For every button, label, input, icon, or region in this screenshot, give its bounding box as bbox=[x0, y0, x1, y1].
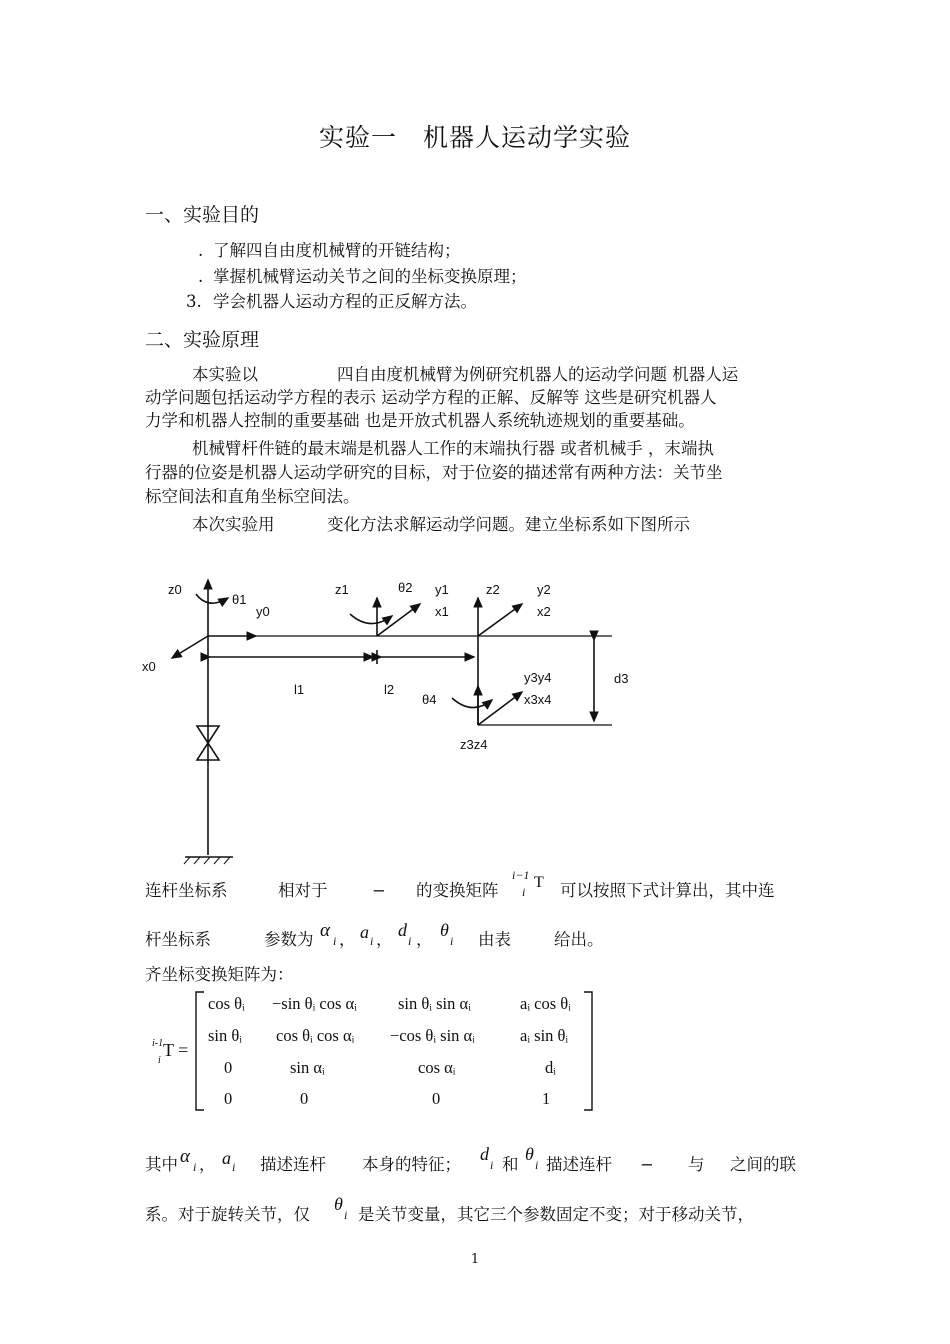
paragraph-text: 齐坐标变换矩阵为： bbox=[145, 965, 294, 984]
matrix-lhs-superscript: i-1 bbox=[152, 1038, 164, 1049]
label-theta1: θ1 bbox=[232, 592, 247, 607]
label-x3x4: x3x4 bbox=[524, 692, 552, 707]
label-y3y4: y3y4 bbox=[524, 670, 552, 685]
matrix-cell: 0 bbox=[432, 1089, 441, 1108]
label-y2: y2 bbox=[537, 582, 551, 597]
symbol-theta: θ bbox=[334, 1194, 343, 1214]
symbol-alpha: α bbox=[180, 1146, 190, 1167]
paragraph-text: 描述连杆 bbox=[260, 1155, 326, 1174]
paragraph-text: 本实验以 bbox=[192, 365, 258, 384]
paragraph-text: 变化方法求解运动学问题。建立坐标系如下图所示 bbox=[327, 515, 690, 534]
symbol-d: d bbox=[480, 1144, 489, 1164]
paragraph-text: 本次实验用 bbox=[192, 515, 275, 534]
theta2-arc bbox=[350, 614, 392, 624]
symbol-a: a bbox=[360, 922, 369, 942]
section2-heading: 二、实验原理 bbox=[145, 329, 260, 351]
label-y1: y1 bbox=[435, 582, 449, 597]
paragraph-text: 四自由度机械臂为例研究机器人的运动学问题 机器人运 bbox=[337, 365, 739, 384]
subscript-i: i bbox=[193, 1160, 197, 1174]
label-x1: x1 bbox=[435, 604, 449, 619]
matrix-cell: sin θᵢ sin αᵢ bbox=[398, 994, 471, 1013]
paragraph-text: 描述连杆 bbox=[546, 1155, 612, 1174]
theta4-arc bbox=[452, 698, 492, 708]
matrix-symbol: T bbox=[534, 874, 544, 891]
label-z0: z0 bbox=[168, 582, 182, 597]
matrix-cell: sin αᵢ bbox=[290, 1058, 325, 1077]
matrix-cell: cos θᵢ bbox=[208, 994, 245, 1013]
label-z3z4: z3z4 bbox=[460, 737, 488, 752]
symbol-alpha: α bbox=[320, 920, 330, 941]
label-theta4: θ4 bbox=[422, 692, 437, 707]
label-y0: y0 bbox=[256, 604, 270, 619]
list-item: 学会机器人运动方程的正反解方法。 bbox=[213, 292, 477, 311]
paragraph-text: 之间的联 bbox=[730, 1155, 796, 1174]
paragraph-text: 由表 bbox=[478, 930, 511, 949]
symbol-d: d bbox=[398, 920, 407, 940]
subscript-i: i bbox=[370, 934, 374, 948]
list-item-marker: . bbox=[198, 267, 204, 286]
matrix-cell: aᵢ sin θᵢ bbox=[520, 1026, 569, 1045]
matrix-lhs: T = bbox=[163, 1040, 189, 1060]
subscript-i: i bbox=[333, 934, 337, 948]
paragraph-text: 系。对于旋转关节，仅 bbox=[145, 1205, 310, 1224]
matrix-cell: 1 bbox=[542, 1089, 551, 1108]
x1-axis bbox=[377, 604, 420, 636]
matrix-cell: cos θᵢ cos αᵢ bbox=[276, 1026, 355, 1045]
paragraph-text: − bbox=[372, 881, 386, 900]
list-item-marker: 3. bbox=[186, 292, 202, 311]
matrix-cell: 0 bbox=[224, 1089, 233, 1108]
label-z2: z2 bbox=[486, 582, 500, 597]
matrix-cell: sin θᵢ bbox=[208, 1026, 242, 1045]
label-x2: x2 bbox=[537, 604, 551, 619]
subscript-i: i bbox=[408, 934, 412, 948]
symbol-theta: θ bbox=[440, 920, 449, 940]
section1-heading: 一、实验目的 bbox=[145, 204, 260, 226]
paragraph-text: 机械臂杆件链的最末端是机器人工作的末端执行器 或者机械手 ，末端执 bbox=[192, 439, 714, 458]
subscript-i: i bbox=[344, 1208, 348, 1222]
symbol-theta: θ bbox=[525, 1144, 534, 1164]
label-d3: d3 bbox=[614, 671, 629, 686]
subscript-i: i bbox=[232, 1160, 236, 1174]
paragraph-text: 其中 bbox=[145, 1155, 178, 1174]
paragraph-text: 动学问题包括运动学方程的表示 运动学方程的正解、反解等 这些是研究机器人 bbox=[145, 388, 717, 407]
label-theta2: θ2 bbox=[398, 580, 413, 595]
paragraph-text: 是关节变量，其它三个参数固定不变；对于移动关节， bbox=[358, 1205, 754, 1224]
list-item: 了解四自由度机械臂的开链结构； bbox=[213, 241, 461, 260]
paragraph-text: 本身的特征； bbox=[362, 1155, 461, 1174]
paragraph-text: 标空间法和直角坐标空间法。 bbox=[145, 487, 360, 506]
subscript-i: i bbox=[490, 1158, 494, 1172]
matrix-cell: 0 bbox=[300, 1089, 309, 1108]
x3x4-axis bbox=[478, 692, 522, 725]
symbol-a: a bbox=[222, 1148, 231, 1168]
paragraph-text: 杆坐标系 bbox=[145, 930, 211, 949]
paragraph-text: 连杆坐标系 bbox=[145, 881, 228, 900]
matrix-cell: aᵢ cos θᵢ bbox=[520, 994, 571, 1013]
matrix-cell: −sin θᵢ cos αᵢ bbox=[272, 994, 357, 1013]
subscript-i: i bbox=[535, 1158, 539, 1172]
paragraph-text: − bbox=[640, 1155, 654, 1174]
matrix-cell: dᵢ bbox=[545, 1058, 556, 1077]
paragraph-text: 的变换矩阵 bbox=[416, 881, 499, 900]
separator: ， bbox=[376, 930, 393, 949]
separator: ， bbox=[339, 930, 356, 949]
subscript-i: i bbox=[450, 934, 454, 948]
label-x0: x0 bbox=[142, 659, 156, 674]
robot-arm-diagram bbox=[130, 570, 650, 870]
list-item-marker: . bbox=[198, 241, 204, 260]
label-z1: z1 bbox=[335, 582, 349, 597]
page-number: 1 bbox=[470, 1252, 480, 1267]
label-l2: l2 bbox=[384, 682, 395, 697]
paragraph-text: 相对于 bbox=[278, 881, 328, 900]
paragraph-text: 参数为 bbox=[264, 930, 314, 949]
paragraph-text: 力学和机器人控制的重要基础 也是开放式机器人系统轨迹规划的重要基础。 bbox=[145, 411, 695, 430]
x2-axis bbox=[478, 604, 522, 636]
page-title: 实验一 机器人运动学实验 bbox=[318, 123, 631, 152]
matrix-subscript: i bbox=[522, 885, 526, 899]
list-item: 掌握机械臂运动关节之间的坐标变换原理； bbox=[213, 267, 527, 286]
matrix-cell: cos αᵢ bbox=[418, 1058, 456, 1077]
paragraph-text: 可以按照下式计算出，其中连 bbox=[560, 881, 775, 900]
matrix-cell: 0 bbox=[224, 1058, 233, 1077]
label-l1: l1 bbox=[294, 682, 305, 697]
paragraph-text: 行器的位姿是机器人运动学研究的目标，对于位姿的描述常有两种方法：关节坐 bbox=[145, 463, 723, 482]
paragraph-text: 和 bbox=[502, 1155, 519, 1174]
ground-hatch bbox=[184, 857, 230, 864]
paragraph-text: 与 bbox=[688, 1155, 705, 1174]
matrix-lhs-subscript: i bbox=[158, 1055, 161, 1066]
x0-axis bbox=[172, 636, 208, 658]
separator: ， bbox=[416, 930, 433, 949]
theta1-arc bbox=[196, 594, 228, 603]
separator: ， bbox=[199, 1155, 216, 1174]
matrix-superscript: i−1 bbox=[512, 868, 530, 882]
matrix-cell: −cos θᵢ sin αᵢ bbox=[390, 1026, 475, 1045]
paragraph-text: 给出。 bbox=[554, 930, 604, 949]
